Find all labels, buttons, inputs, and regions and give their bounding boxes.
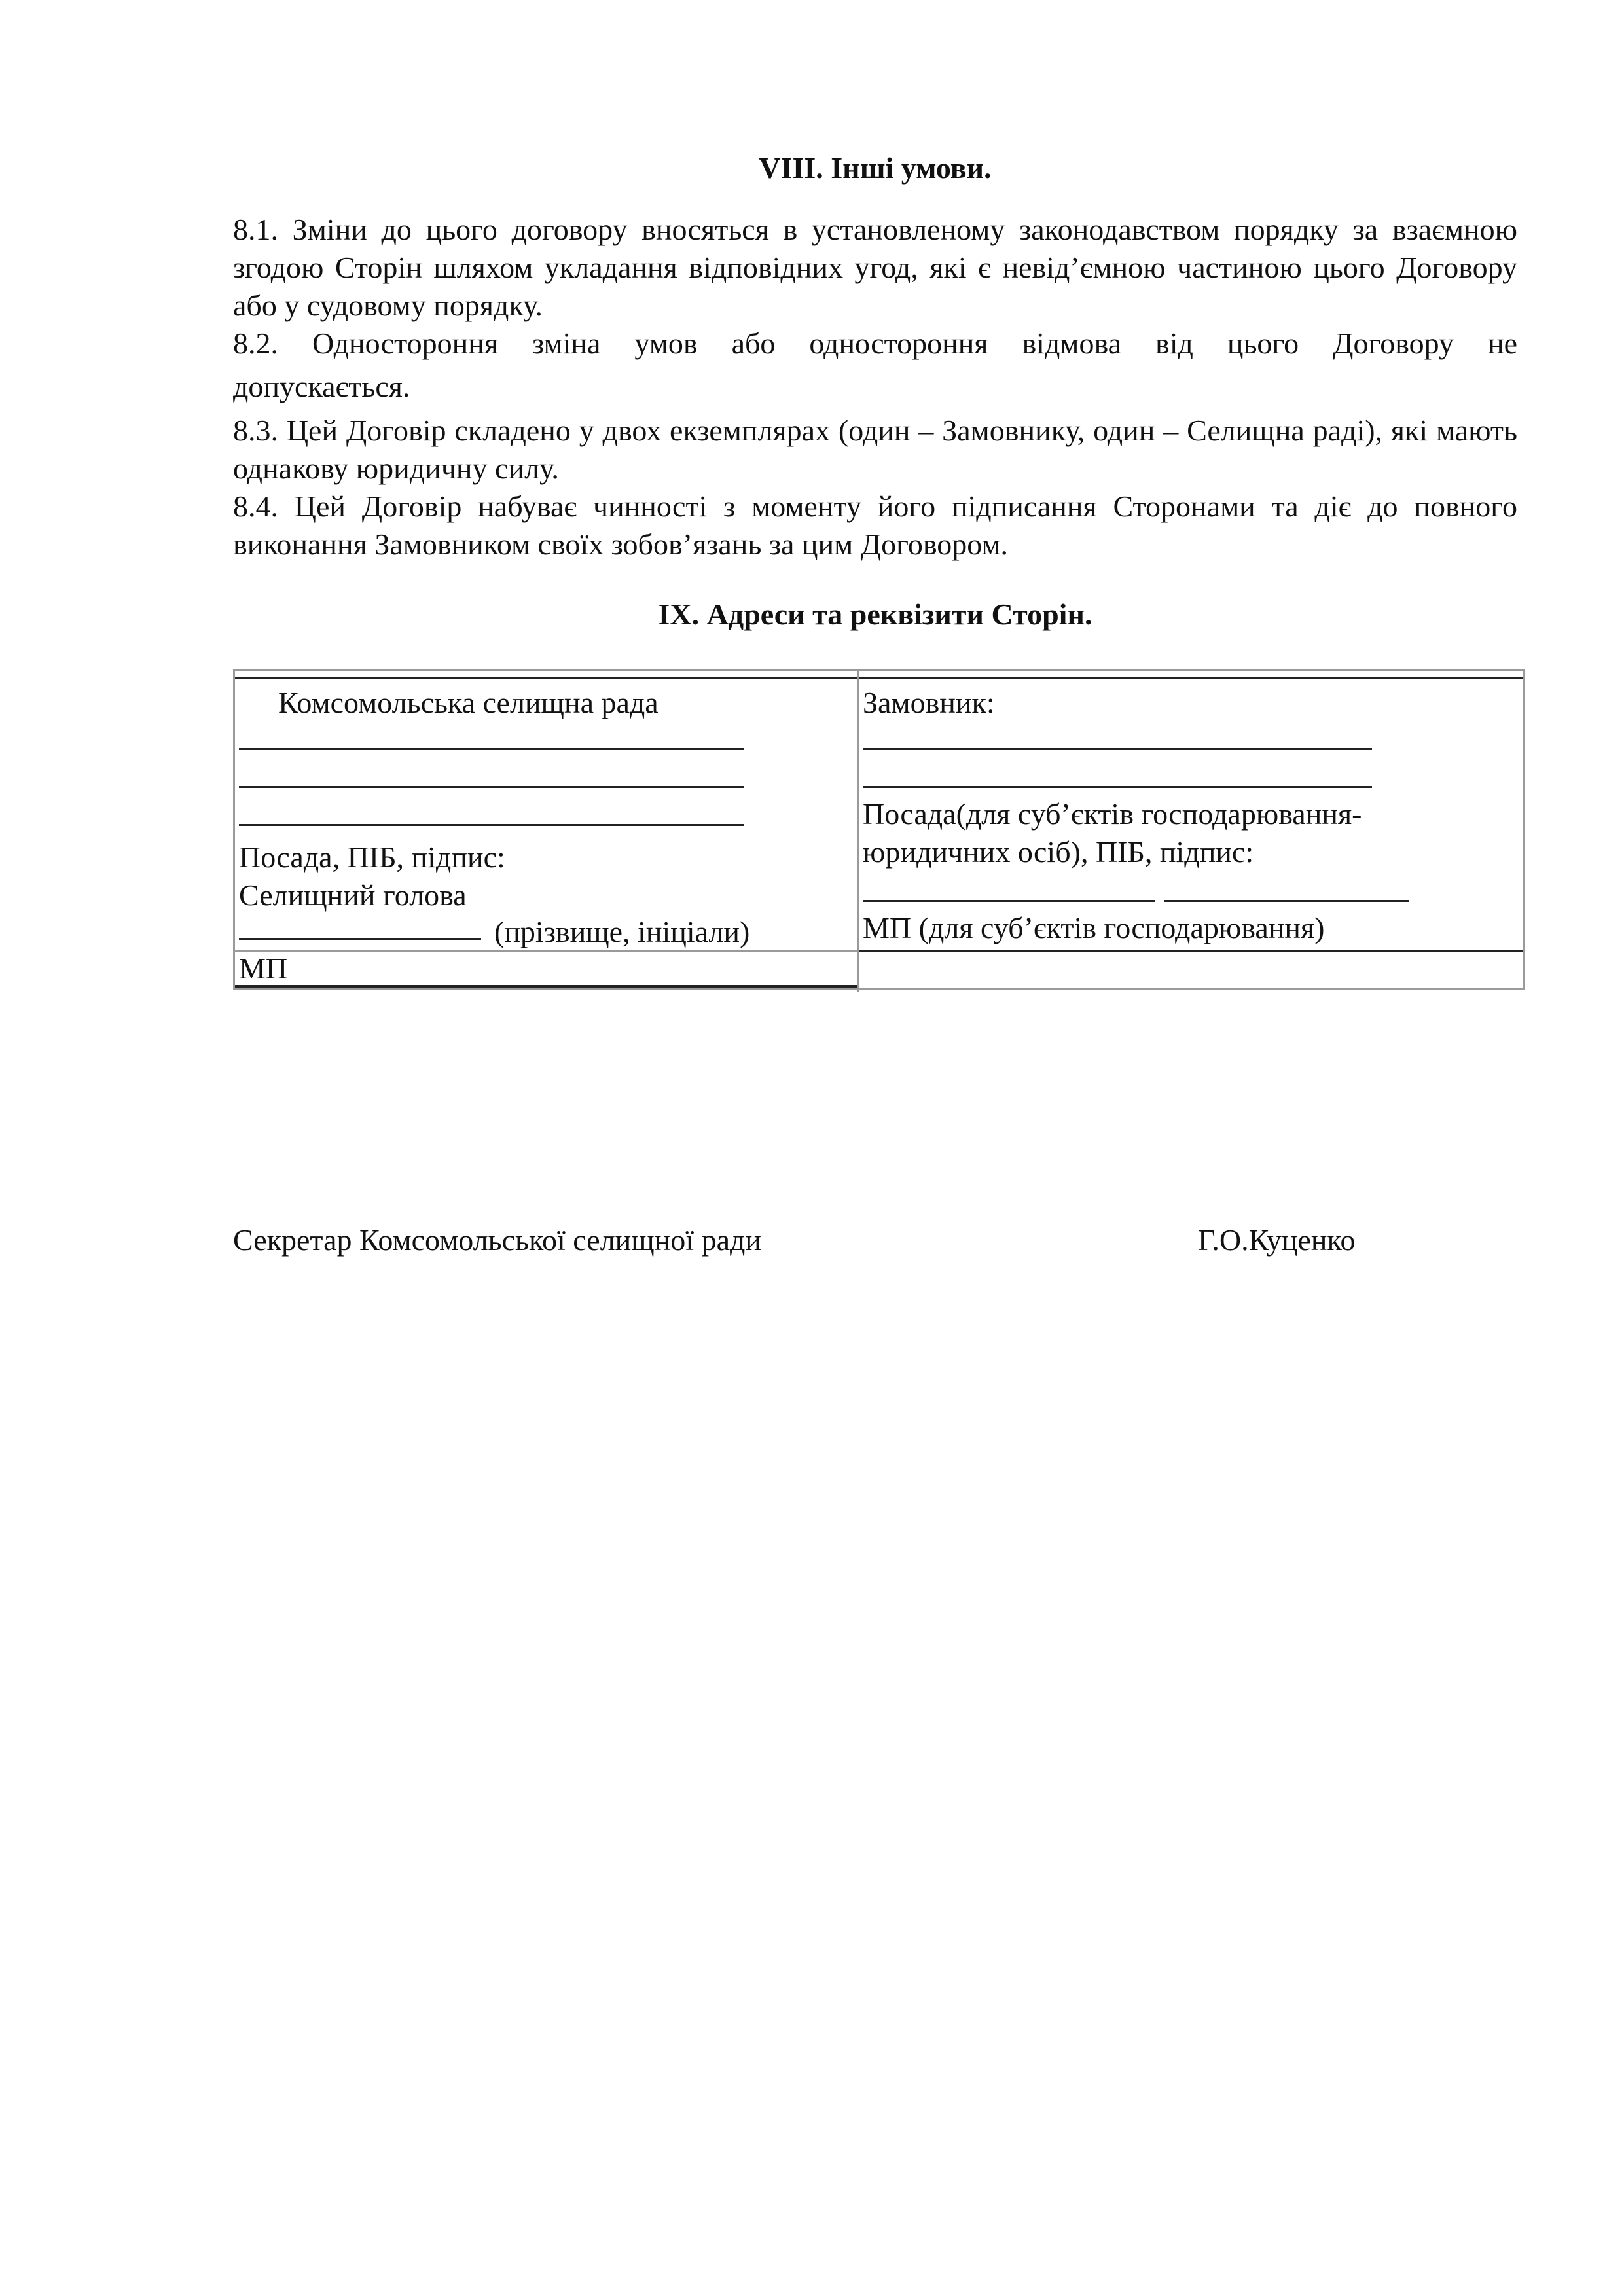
right-party-cell [857, 671, 1523, 992]
section-9-title: IX. Адреси та реквізити Сторін. [658, 598, 1092, 631]
right-position-label-line-1: Посада(для суб’єктів господарювання- [863, 797, 1362, 831]
left-stamp-label: МП [239, 952, 288, 985]
signature-blank-line [863, 748, 1372, 750]
clause-8-2-line-2: допускається. [233, 370, 410, 403]
section-8-title: VIII. Інші умови. [759, 151, 992, 185]
signature-blank-line [239, 938, 481, 940]
secretary-name: Г.О.Куценко [1198, 1223, 1356, 1257]
clause-8-4: 8.4. Цей Договір набуває чинності з моменту його підписання Сторонами та діє до повного виконання Замовником своїх зобов’язань за цим Договором. [233, 490, 1517, 561]
clause-8-1: 8.1. Зміни до цього договору вносяться в установленому законодавством порядку за взаємною згодою Сторін шляхом укладання відповідних угод, які є невід’ємною частиною цього Договору або у судовому порядку. [233, 213, 1517, 322]
divider [235, 677, 857, 679]
signature-blank-line [1164, 900, 1409, 902]
initials-label: (прізвище, ініціали) [494, 915, 750, 948]
divider [235, 950, 857, 952]
signature-blank-line [863, 900, 1155, 902]
right-stamp-label: МП (для суб’єктів господарювання) [863, 911, 1325, 944]
divider [235, 985, 857, 988]
secretary-title: Секретар Комсомольської селищної ради [233, 1223, 762, 1257]
divider [859, 677, 1523, 679]
signature-blank-line [239, 748, 744, 750]
clause-8-3: 8.3. Цей Договір складено у двох екземплярах (один – Замовнику, один – Селищна раді), які мають однакову юридичну силу. [233, 414, 1517, 485]
signature-blank-line [239, 786, 744, 788]
left-party-cell [235, 671, 857, 992]
left-position: Селищний голова [239, 878, 467, 912]
parties-details-table [233, 669, 1525, 990]
left-position-label: Посада, ПІБ, підпис: [239, 840, 505, 874]
divider [859, 950, 1523, 952]
left-party-name: Комсомольська селищна рада [278, 686, 659, 719]
signature-blank-line [863, 786, 1372, 788]
signature-blank-line [239, 824, 744, 826]
right-position-label-line-2: юридичних осіб), ПІБ, підпис: [863, 835, 1254, 869]
clause-8-2-line-1: 8.2. Одностороння зміна умов або одностороння відмова від цього Договору не [233, 327, 1517, 360]
right-party-name: Замовник: [863, 686, 995, 719]
